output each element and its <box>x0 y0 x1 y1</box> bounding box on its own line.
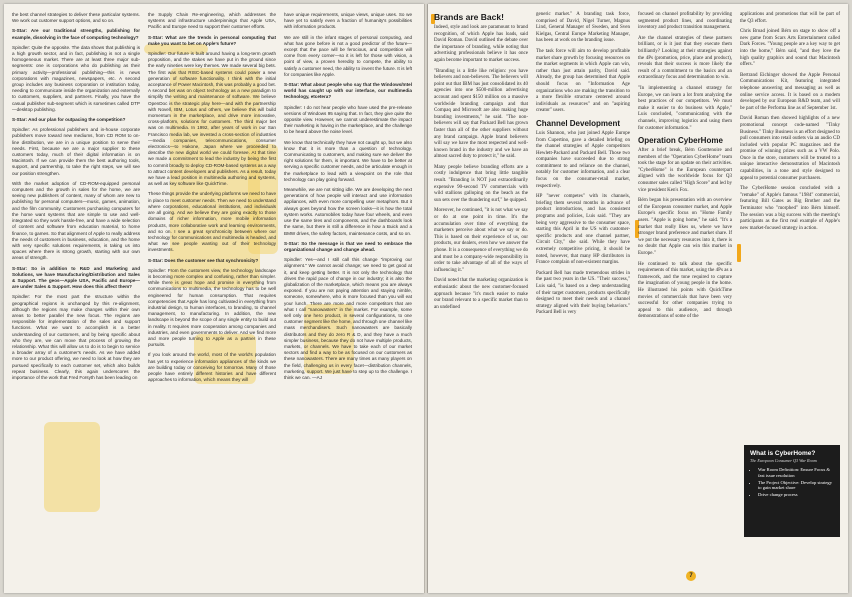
question: S-Star: Are our traditional strengths, publishing for example, dissolving in the face of computing technology? <box>12 28 140 40</box>
paragraph: Bérn began his presentation with an overview of the European consumer market, and Apple Europe's specific focus on "Home Family users. "Apple is going home," he said. "It's a market that really likes us, where we have stronger brand preference and market share. If we put the necessary resources into it, there is no doubt that Apple can win this market in Europe." <box>638 198 732 256</box>
section-heading-operation: Operation CyberHome <box>638 136 723 146</box>
question: S-Star: What are the trends in personal computing that make you want to bet on Apple's future? <box>148 34 276 46</box>
paragraph: Packard Bell has made tremendous strides in the past two years in the US. "Their success," Luis said, "is based on a deep understanding of their target customers, products specifically designed to meet their needs and a channel strategy aligned with their buying behaviors." Packard Bell is very <box>536 270 630 316</box>
right-column-1 <box>434 12 528 315</box>
question: S-Star: What about people who say that the Windows/Intel world has caught up with our interface, our multimedia technology, etcetera? <box>284 82 412 100</box>
paragraph: Are the channel strategies of these partners brilliant, or is it just that they execute them brilliantly? Looking at their strategies against the 4Ps (promotion, price, place and product), reveals that their success is more likely the result of a commitment to the basics and an extraordinary focus and determination to win. <box>638 35 732 81</box>
paragraph: generic market." A branding task force, comprised of David, Nigel Turner, Magnus Lind, General Manager of Sweden, and Sven Kielgas, Central Europe Marketing Manager, has been at work on the branding issue. <box>536 12 630 44</box>
paragraph: With the market adoption of CD-ROM-equipped personal computers and the growth in sales for the home, we are seeing new publishers of content, many of whom are new to publishing for personal computers—music, games, animation, and the film community. Customers purchasing computers for the home want systems that are simple to use and well-integrated so they work hassle-free, and have a wide selection of content and software from education material, to home finance, to games. So that alignment of Apple to really address the needs of customers in business, education, and the home with very specific solutions requirements, is taking us into spaces where there is strong growth, starting with our own areas of strength. <box>12 180 140 261</box>
question: S-Star: So in addition to R&D and Marketing and Solutions, we have Manufacturing/Distribution and Sales & Support. The geos—Apple USA, Pacific and Europe—are under Sales & Support. How does this affect them? <box>12 265 140 290</box>
paragraph: We know that technically they have not caught up, but we also know that it is more than a question of technology. Communicating to customers, and making sure we deliver the right solutions for them, is important. We have to be better at serving a specific customer needs, and be articulate enough in the marketplace to lead with a viewpoint on the role that technology can play going forward. <box>284 139 412 182</box>
sidebar-list <box>744 467 840 498</box>
paragraph: Spindler: For the most part the structure within the geographical regions is unchanged by this re-alignment, although the regions may make changes within their own areas to better parallel the new focus. The regions are responsible for implementation of the sales and support functions. What we want to accomplish is a better understanding of our customers, and by being specific about who they are, we can move that process of growing the relationship. What this will allow us to do is to begin to service a broader array of a customer's needs. As we have added more to our product offering, we need to look at how they are pursued specifically to each customer set, which also builds repeat business. Clearly, this again underscores the importance of the work that Fred Forsyth has been leading on <box>12 294 140 380</box>
paragraph: Spindler: Our future is built around having a long-term growth proposition, and the stakes we have put in the ground since the early nineties were key themes. We made several big bets. The first was that RISC-based systems could power a new generation of software functionality. I think with the initial acceptance of Power Macintosh, this was probably a good bet. A second bet was on object technology as a new paradigm to simplify the writing and maintenance of software. We believe OpenDoc is the strategic play here—and with the partnership with Novell, IBM, Lotus and others, we believe this will build momentum in the marketplace, and drive more innovative, cross-platform, solutions for customers. The third major bet was on multimedia. In 1992, after years of work in our San Francisco media lab, we invested a cross-section of industries—media companies, telecommunications, consumer electronics—to Hakone, Japan where we proceeded to describe the new digital world we could foresee. At that time we made a commitment to lead the industry by being the first to commit broadly to deploy CD-ROM-based systems as a way to attract content developers and publishers. As a result, today we have a lead position in multimedia authoring and systems, as well as key software like QuickTime. <box>148 51 276 187</box>
paragraph: After a brief break, Bérn Gouttenoire and members of the "Operation CyberHome" team took the stage for an update on their activities. "CyberHome" is the European counterpart aligned with the worldwide focus for Q3 consumer sales called "High Score" and led by vice president Ken's Fox. <box>638 148 732 193</box>
question: S-Star: So the message is that we need to embrace the organizational change and change ahead. <box>284 240 412 252</box>
accent-bar <box>737 244 741 262</box>
question: S-Star: And our plan for outpacing the competition? <box>12 117 126 123</box>
paragraph: Many people believe branding efforts are a costly indulgence that bring little tangible result. "Branding is NOT just extraordinarily expensive 90-second TV commercials with wild stallions galloping on the beach as the sun sets over the thundering surf," he quipped. <box>434 164 528 203</box>
sidebar-subtitle: The European Consumer Q3 War Room <box>750 458 817 463</box>
paragraph: These things provide the underlying platforms we need to have in place to meet customer needs. Then we need to understand where corporations, educational institutions, and individuals are all going. And we believe they are going exactly to those domains of richer information, more mobile information products, more collaborative work and learning environments, and so on. I see a great synchronicity between where our technology for communications and multimedia is headed, and what we see people wanting out of their technology investments. <box>148 191 276 253</box>
paragraph: We are still in the infant stages of personal computing, and what has gone before is not a good predictor of the future—except that the pace will be ferocious, and competition will come from every corner—so it is left for those with vision, a point of view, a proven heredity to compete, the ability to satisfy a customer need, the ability to invent the future. It is left for companies like Apple. <box>284 34 412 77</box>
section-heading-brands: Brands are Back! <box>434 12 504 22</box>
paragraph: Spindler: Quite the opposite. The data shows that publishing is a high growth sector, and in fact, publishing is not a single homogeneous market. There are at least three major sub-segments: one is corporations who do publishing as their primary activity—professional publishing—this is news corporations with magazines, newspapers, etc. A second group includes any business corporation or institution today, needing to communicate inside the organization and externally to customers, suppliers, and partners. Finally, you have the casual publisher sub-segment which is sometimes called DTP—desktop publishing. <box>12 44 140 112</box>
paragraph: HP "never competes" with its channels, briefing them several months in advance of product introductions, and has consistent programs and policies, Luis said. "They are being very aggressive to the consumer space, starting this April in the US with customer-specific products and one channel partner, Circuit City," she said. While they have extremely competitive pricing, it should be noted, however, that many HP distributors in France complain of non-existent margins. <box>536 194 630 266</box>
paragraph: If you look around the world, most of the world's population has yet to experience information appliances of the kinds we are building today or conceiving for tomorrow. Many of those people have entirely different histories and have different approaches to information, which means they will <box>148 352 276 383</box>
cyberhome-sidebar <box>744 445 840 537</box>
paragraph: "Branding is a little like religion: you have believers and non-believers. The believers will point out that IBM has just consolidated its 40 agencies into one $500-million advertising account and spent $150 million on a massive worldwide branding campaign and that Compaq and Microsoft are also making huge branding investments," he said. "The non-believers will say that Packard Bell has grown faster than all of the other suppliers without any brand campaign. Apple brand believers will say we have the most respected and well-known brand in the industry and we have an almost sacred duty to protect it," he said. <box>434 68 528 160</box>
paragraph: David Roman then showed highlights of a new promotional concept code-named "Tinky Business." Tinky Business is an effort designed to pull consumers into retail outlets via an audio CD included with popular PC magazines and the promise of winning prizes such as a VW Polo. Once in the store, customers will be treated to a unique interactive demonstration of Macintosh capabilities, in a tone and style designed to appeal to potential consumer purchasers. <box>740 116 841 181</box>
page-number: 7 <box>686 571 696 581</box>
left-column-2 <box>148 12 276 387</box>
left-page <box>4 4 424 593</box>
paragraph: Luis Shannon, who just joined Apple Europe from Cupertino, gave a detailed briefing on the channel strategies of Apple competitors Hewlett-Packard and Packard Bell. Those two companies have succeeded due to strong commitment to and reliance on the channel, notably for customer information, and a clear focus on the consumer-retail market, respectively. <box>536 130 630 189</box>
paragraph: "In implementing a channel strategy for Europe, we can learn a lot from analyzing the best practices of our competitors. We must make it easier to do business with Apple," Luis concluded, "communicating with the channels, improving logistics and using them for customer information." <box>638 85 732 131</box>
section-heading-channel: Channel Development <box>536 118 621 128</box>
paragraph: have unique requirements, unique views, unique uses. So we have yet to satisfy even a fraction of humanity's possibilities with information products. <box>284 12 412 30</box>
question: S-Star: Does the customer see that synchronicity? <box>148 257 259 263</box>
sidebar-list-item: • Drive change process <box>758 492 834 498</box>
paragraph: Spindler: From the customers view, the technology landscape is becoming more complex and confusing, rather than simpler. While there is great hope and promise in everything from communications to multimedia, the technology has to be well engineered for human consumption. That requires competencies that Apple has long cultivated in everything from industrial design, to human interfaces, to branding, to channel management, to manufacturing. In addition, the new landscape is beyond the scope of any single entity to build out in reality. It requires more cooperation among companies and industries, and even governments to deliver. And we find more and more people turning to Apple as a partner in these pursuits. <box>148 267 276 348</box>
paragraph: He continued to talk about the specific requirements of this market, using the 4Ps as a framework, and the tone required to capture the imagination of young people in the home. He illustrated his points with QuickTime movies of commercials that have been very successful for other companies trying to appeal to this audience, and through demonstrations of some of the <box>638 261 732 320</box>
paragraph: Indeed, style and look are paramount to brand recognition, of which Apple has loads, said David Roman. David outlined the debate over the importance of branding, while noting that advertising professionals believe it has once again become important to market success. <box>434 25 528 63</box>
paragraph: applications and promotions that will be part of the Q3 effort. <box>740 12 840 24</box>
paragraph: David noted that the marketing organization is enthusiastic about the new customer-focused approach because "it's much easier to make our brand relevant to a specific market than to an undefined <box>434 278 528 310</box>
paragraph: Spindler: Yes—and I still call this change "improving our alignment." We cannot avoid change; we need to get good at it, and keep getting better. It is not only the technology that drives the rapid pace of change in our industry; it is also the globalization of the marketplace, which means you are always exposed. If you are not paying attention and staying nimble, someone, somewhere, who is more focused than you will eat your lunch. There are more and more competitors that are what I call "nanowasters" in the market. For example, some sell only one hero product, in several configurations, to one customer segment like the home, and through one channel like mass merchandisers. Such nanowasters are basically distributors and they do zero R & D, and they have a much simpler business, because they do not have multiple products, markets, or channels. We have to take each of our market sectors and find a way to be as focused on our customers as these nanowasters. There are many times as many players on the field, challenging us in every facet—distribution channels, marketing, support. We just have to step up to the challenge. I think we can. —AJ <box>284 257 412 380</box>
paragraph: Moreover, he continued, "it is not what we say or do at one point in time. It's the accumulation over time of everything the marketers perceive about what we say or do. This is based on their experience of us, our products, our dealers, even how we answer the phone. It is a consequence of everything we do and must be a company-wide responsibility in order to take advantage of all of the ways of influencing it." <box>434 208 528 273</box>
right-page <box>428 4 848 593</box>
sidebar-title: What is CyberHome? <box>750 450 816 457</box>
left-column-3 <box>284 12 412 385</box>
sidebar-list-item: • The Project Objective: Develop strategy to gain market share <box>758 480 834 492</box>
paragraph: the best channel strategies to deliver these particular systems. We work out customer support options, and so on. <box>12 12 140 24</box>
paragraph: Spindler: I do not hear people who have used the pre-release versions of Windows 95 saying that. In fact, they give quite the opposite view. However, we cannot underestimate the impact their marketing is having in the marketplace, and the challenge to be heard above the noise level. <box>284 104 412 135</box>
right-column-2 <box>536 12 630 321</box>
right-column-4 <box>740 12 840 236</box>
sidebar-list-item: • War Room Definition: Ensure Focus & fast issue resolution <box>758 467 834 479</box>
paragraph: The task force will aim to develop profitable market share growth by focusing resources on the market segments in which Apple can win, rather than just attain parity, David said. Already, the group has determined that Apple should focus on "Information Age organizations who are making the transition to a more flexible structure centered around individuals as resources" and on "aspiring creator" users. <box>536 48 630 114</box>
paragraph: Spindler: As professional publishers and in-house corporate publishers move toward new mediums, from CD ROM to on-line distribution, we are in a unique position to serve their needs. First, because we are a major supplier to these customers today, much of their digital information is on Macintosh. If we can provide them the best authoring tools, support, and partnership, to take the right steps, we will see our position strengthen. <box>12 127 140 176</box>
paragraph: focused on channel profitability by providing segmented product lines, and coordinating inventory and product transition management. <box>638 12 732 31</box>
highlight-mark <box>44 422 100 512</box>
paragraph: Chris Broad joined Bérn on stage to show off a new game from Scars Arts Entertainment called Dark Forces. "Young people are a key way to get into the home," Bérn said, "and they love the high quality graphics and sound that Macintosh offers." <box>740 29 840 68</box>
paragraph: Meanwhile, we are not sitting idle. We are developing the next generations of how people will interact and use information appliances, with even more compelling user metaphors. But it always goes beyond how the screen looks—it is how the total system works. Automobiles today have four wheels, and even use the same tires and components, and the dashboards look the same, but there is still a difference in how a Buick and a BMW drives, the safety factors, maintenance costs, and so on. <box>284 187 412 236</box>
right-column-3 <box>638 12 732 325</box>
left-column-1 <box>12 12 140 385</box>
paragraph: Bertrand Eichinger showed the Apple Personal Communications Kit, featuring integrated telephone answering and messaging as well as online service access. It is based on a modem developed by our European R&D team, and will be part of the Performa line as of September 1st. <box>740 72 840 111</box>
paragraph: The CyberHome session concluded with a "remake" of Apple's famous "1984" commercial, featuring Bill Gates as Big Brother and the Terminator who "morphed" into Bérn himself. The session was a big success with the meeting's participants as the first real example of Apple's new market-focused strategy in action. <box>740 186 840 231</box>
paragraph: the Supply Chain Re-engineering, which addresses the systems and infrastructure underpinnings that Apple USA, Pacific and Europe need to support their customer efforts. <box>148 12 276 30</box>
